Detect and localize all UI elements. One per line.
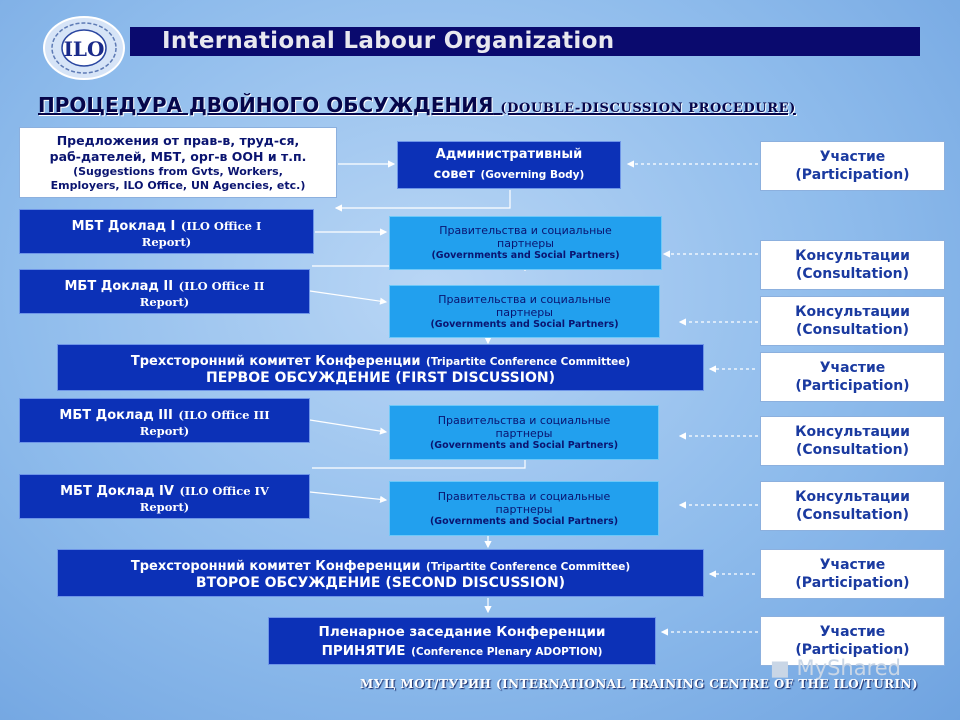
committee-second-ru: Трехсторонний комитет Конференции: [130, 559, 421, 574]
committee-first-line2: ПЕРВОЕ ОБСУЖДЕНИЕ (FIRST DISCUSSION): [205, 369, 555, 386]
proposals-en-line1: (Suggestions from Gvts, Workers,: [73, 164, 283, 178]
participation-box-3: [760, 549, 945, 599]
proposals-box: [19, 127, 337, 198]
gov-partners-4-ru1: Правительства и социальные: [437, 489, 611, 503]
page-title: [38, 90, 938, 120]
gov-partners-3-ru2: партнеры: [495, 426, 553, 440]
committee-first-en: (Tripartite Conference Committee): [426, 355, 631, 368]
participation-2-en: (Participation): [795, 378, 910, 394]
gov-partners-4-ru2: партнеры: [495, 502, 553, 516]
report-4-en-line1: (ILO Office IV: [179, 483, 269, 498]
title-sub: (DOUBLE-DISCUSSION PROCEDURE): [500, 101, 796, 116]
committee-second-line2: ВТОРОЕ ОБСУЖДЕНИЕ (SECOND DISCUSSION): [195, 575, 566, 591]
consultation-2-ru: Консультации: [795, 304, 910, 320]
consultation-box-4: [760, 481, 945, 531]
report-2-ru: МБТ Доклад II: [64, 278, 174, 294]
consultation-box-3: [760, 416, 945, 466]
report-3-ru: МБТ Доклад III: [59, 407, 173, 423]
gov-partners-box-3: [389, 405, 659, 460]
gov-partners-1-ru1: Правительства и социальные: [439, 224, 612, 237]
consultation-3-ru: Консультации: [795, 424, 910, 440]
ilo-logo: [40, 12, 128, 82]
report-1-en-line1: (ILO Office I: [180, 218, 262, 233]
governing-body-box: [397, 141, 621, 189]
consultation-box-2: [760, 296, 945, 346]
gov-partners-4-en: (Governments and Social Partners): [429, 515, 619, 527]
governing-body-en: (Governing Body): [480, 169, 585, 181]
consultation-1-ru: Консультации: [795, 248, 910, 264]
governing-body-ru2: совет: [433, 167, 475, 182]
consultation-2-en: (Consultation): [796, 322, 909, 338]
report-1-ru: МБТ Доклад I: [71, 218, 176, 234]
consultation-4-ru: Консультации: [795, 489, 910, 505]
ilo-report-3: [19, 398, 310, 443]
committee-second-discussion: [57, 549, 704, 597]
committee-first-ru: Трехсторонний комитет Конференции: [130, 353, 421, 369]
consultation-4-en: (Consultation): [796, 507, 909, 523]
plenary-ru2: ПРИНЯТИЕ: [321, 642, 406, 659]
report-3-en-line2: Report): [139, 423, 190, 438]
participation-1-ru: Участие: [819, 149, 886, 165]
report-4-ru: МБТ Доклад IV: [60, 483, 174, 499]
participation-box-2: [760, 352, 945, 402]
gov-partners-box-4: [389, 481, 659, 536]
participation-1-en: (Participation): [795, 167, 910, 183]
svg-text:ILO: ILO: [63, 37, 105, 61]
committee-second-en: (Tripartite Conference Committee): [426, 561, 631, 573]
consultation-box-1: [760, 240, 945, 290]
consultation-3-en: (Consultation): [796, 442, 909, 458]
ilo-report-1: [19, 209, 314, 254]
report-2-en-line2: Report): [139, 294, 190, 309]
proposals-ru-line1: Предложения от прав-в, труд-ся,: [56, 132, 300, 148]
gov-partners-box-2: [389, 285, 660, 338]
watermark-icon: ■: [770, 656, 790, 680]
consultation-1-en: (Consultation): [796, 266, 909, 282]
ilo-report-4: [19, 474, 310, 519]
gov-partners-2-ru2: партнеры: [496, 305, 553, 319]
report-3-en-line1: (ILO Office III: [178, 407, 270, 422]
gov-partners-3-en: (Governments and Social Partners): [429, 439, 619, 451]
report-4-en-line2: Report): [139, 499, 190, 514]
ilo-report-2: [19, 269, 310, 314]
ilo-logo-icon: [40, 12, 128, 82]
title-main: ПРОЦЕДУРА ДВОЙНОГО ОБСУЖДЕНИЯ: [38, 93, 494, 117]
footer-credit: МУЦ МОТ/ТУРИН (INTERNATIONAL TRAINING CENTRE OF THE ILO/TURIN): [360, 677, 918, 691]
participation-4-en: (Participation): [795, 642, 910, 658]
participation-3-ru: Участие: [819, 557, 886, 573]
plenary-en: (Conference Plenary ADOPTION): [411, 645, 603, 658]
gov-partners-1-en: (Governments and Social Partners): [431, 250, 620, 261]
gov-partners-1-ru2: партнеры: [497, 237, 554, 250]
committee-first-discussion: [57, 344, 704, 391]
report-2-en-line1: (ILO Office II: [178, 278, 265, 293]
gov-partners-box-1: [389, 216, 662, 270]
plenary-ru: Пленарное заседание Конференции: [318, 623, 606, 640]
plenary-adoption-box: [268, 617, 656, 665]
participation-box-1: [760, 141, 945, 191]
report-1-en-line2: Report): [141, 234, 192, 249]
gov-partners-2-ru1: Правительства и социальные: [438, 292, 611, 306]
participation-2-ru: Участие: [819, 360, 886, 376]
governing-body-ru1: Административный: [435, 147, 583, 162]
proposals-en-line2: Employers, ILO Office, UN Agencies, etc.): [50, 178, 306, 192]
organization-banner: International Labour Organization: [130, 27, 920, 56]
proposals-ru-line2: раб-дателей, МБТ, орг-в ООН и т.п.: [49, 148, 307, 164]
gov-partners-2-en: (Governments and Social Partners): [430, 318, 619, 330]
participation-4-ru: Участие: [819, 624, 886, 640]
participation-3-en: (Participation): [795, 575, 910, 591]
watermark-text: MyShared: [796, 656, 902, 680]
gov-partners-3-ru1: Правительства и социальные: [437, 413, 611, 427]
